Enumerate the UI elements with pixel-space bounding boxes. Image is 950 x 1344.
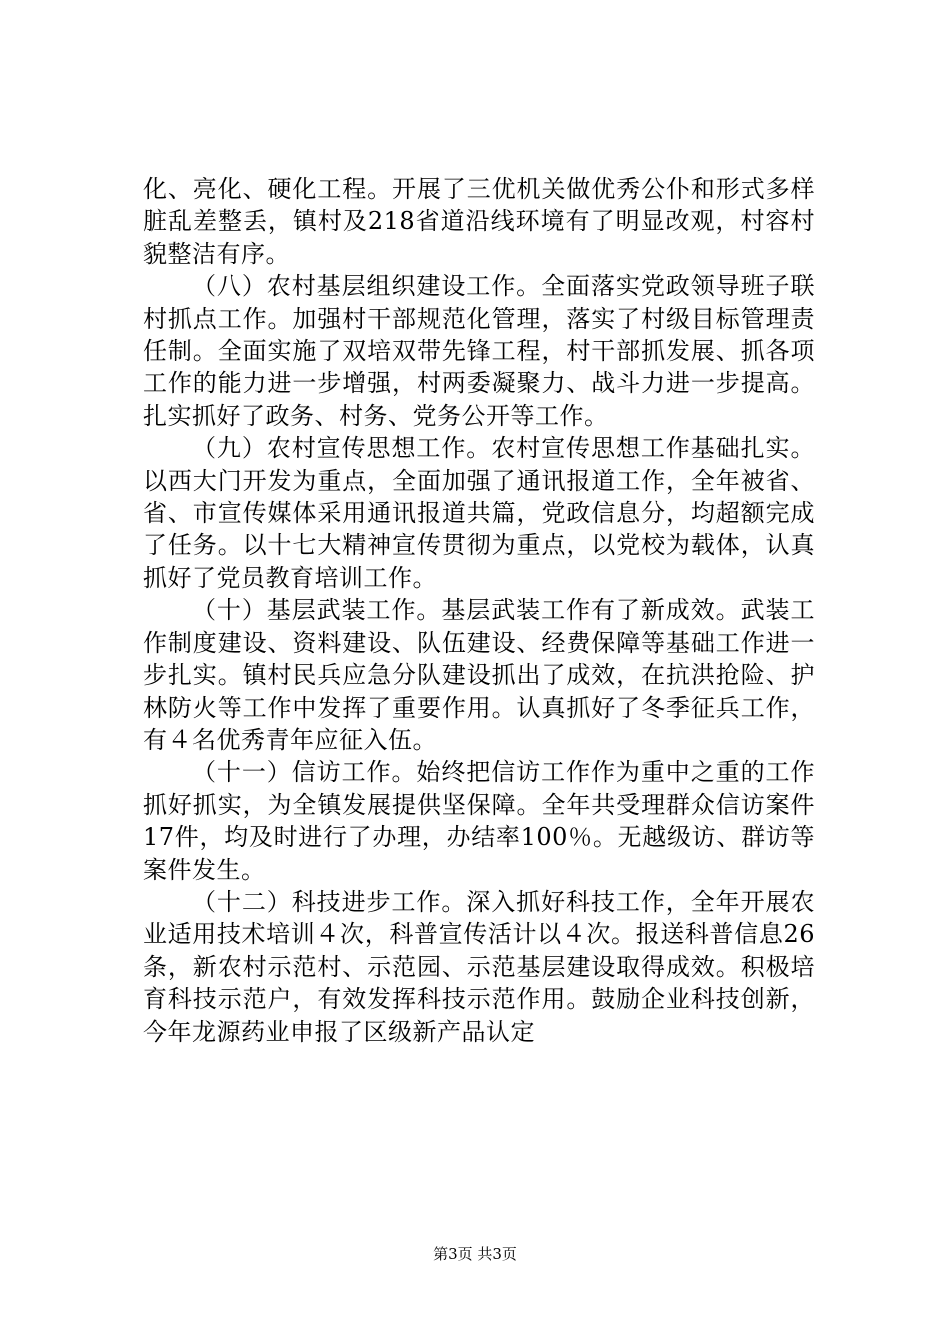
paragraph-3: （九）农村宣传思想工作。农村宣传思想工作基础扎实。以西大门开发为重点，全面加强了通讯报道工作，全年被省、省、市宣传媒体采用通讯报道共篇，党政信息分，均超额完成了任务。以十七大精神宣传贯彻为重点，以党校为载体，认真抓好了党员教育培训工作。 — [143, 434, 815, 592]
paragraph-6: （十二）科技进步工作。深入抓好科技工作，全年开展农业适用技术培训４次，科普宣传活计以４次。报送科普信息26条，新农村示范村、示范园、示范基层建设取得成效。积极培育科技示范户，有效发挥科技示范作用。鼓励企业科技创新，今年龙源药业申报了区级新产品认定 — [143, 887, 815, 1046]
paragraph-2: （八）农村基层组织建设工作。全面落实党政领导班子联村抓点工作。加强村干部规范化管理，落实了村级目标管理责任制。全面实施了双培双带先锋工程，村干部抓发展、抓各项工作的能力进一步增强，村两委凝聚力、战斗力进一步提高。扎实抓好了政务、村务、党务公开等工作。 — [143, 272, 815, 430]
page-footer — [0, 1244, 950, 1264]
paragraph-1: 化、亮化、硬化工程。开展了三优机关做优秀公仆和形式多样脏乱差整丢，镇村及218省道沿线环境有了明显改观，村容村貌整洁有序。 — [143, 175, 815, 268]
page-number: 第3页 共3页 — [433, 1245, 517, 1263]
paragraph-4: （十）基层武装工作。基层武装工作有了新成效。武装工作制度建设、资料建设、队伍建设、经费保障等基础工作进一步扎实。镇村民兵应急分队建设抓出了成效，在抗洪抢险、护林防火等工作中发挥了重要作用。认真抓好了冬季征兵工作，有４名优秀青年应征入伍。 — [143, 596, 815, 754]
document-body — [143, 173, 815, 1048]
paragraph-5: （十一）信访工作。始终把信访工作作为重中之重的工作抓好抓实，为全镇发展提供坚保障。全年共受理群众信访案件17件，均及时进行了办理，办结率100％。无越级访、群访等案件发生。 — [143, 758, 815, 884]
